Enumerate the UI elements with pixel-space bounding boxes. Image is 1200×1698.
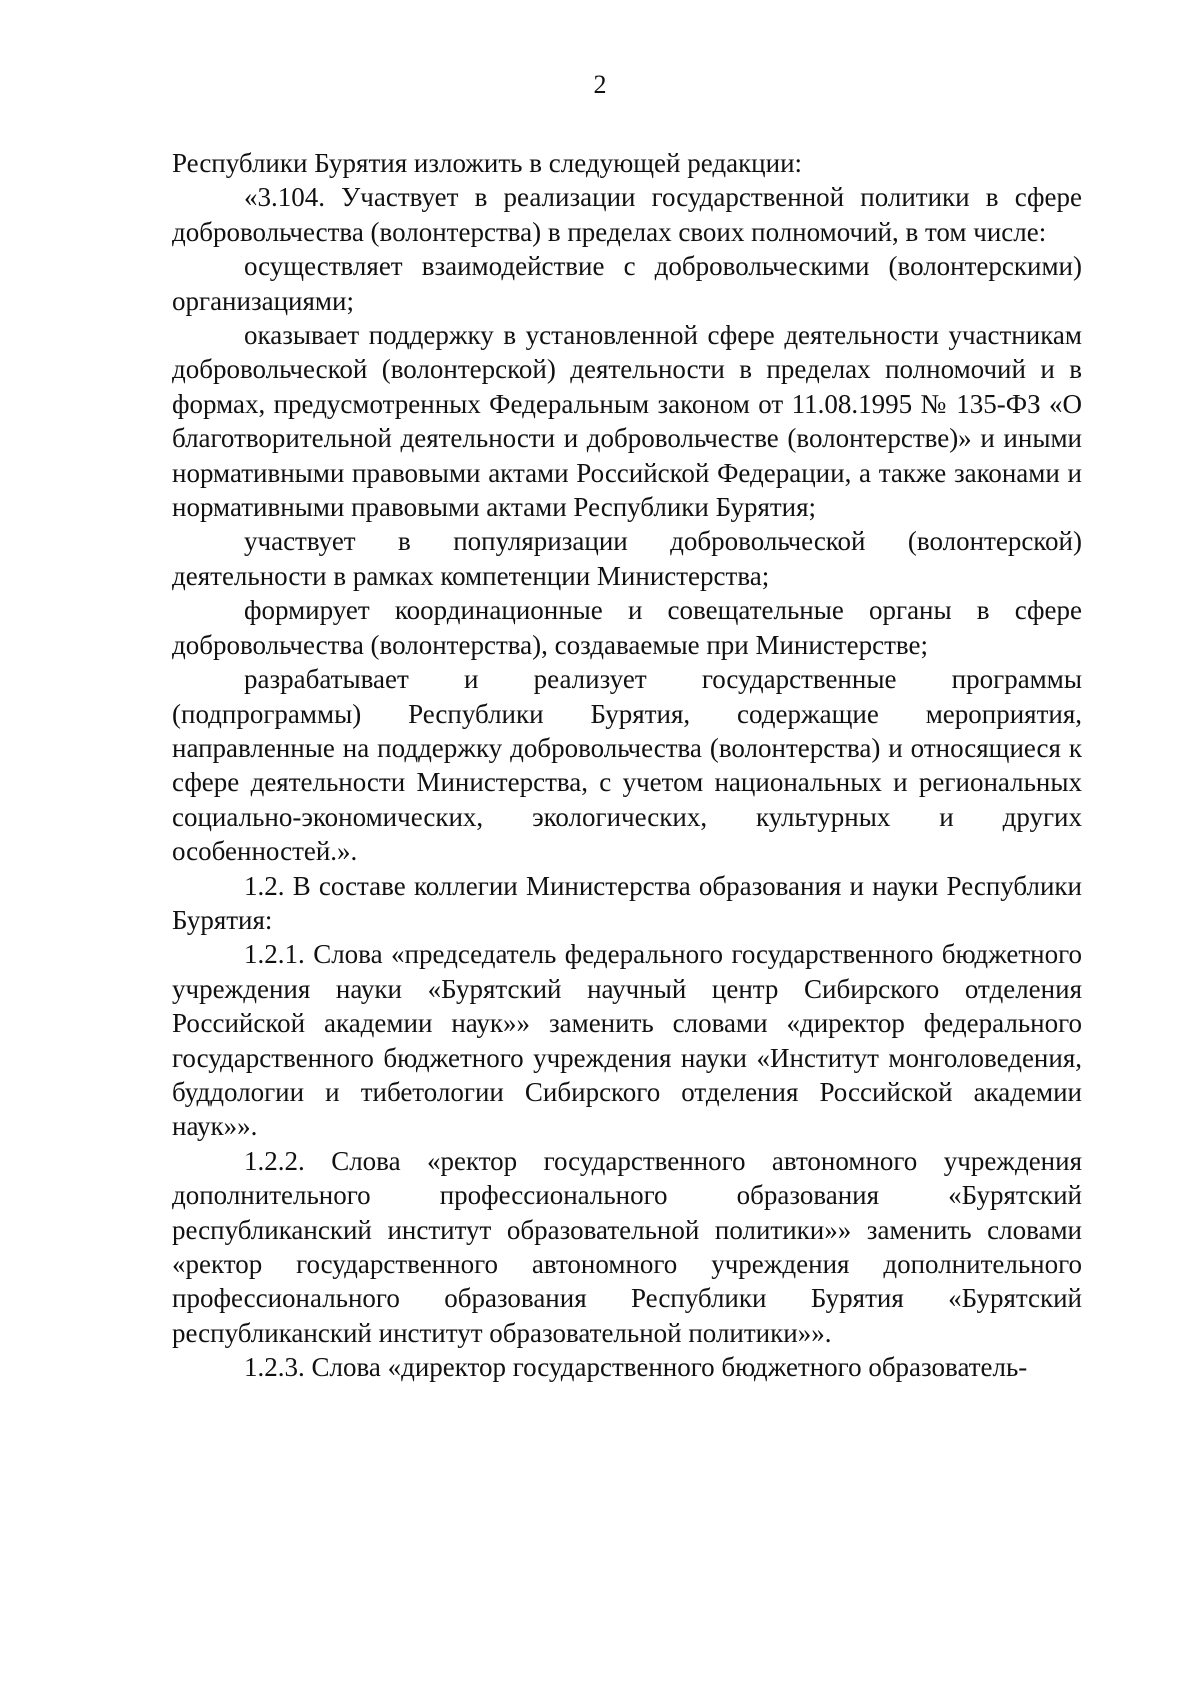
page-number: 2: [593, 70, 607, 99]
document-body: [172, 146, 1082, 1385]
paragraph: 1.2.1. Слова «председатель федерального государственного бюджетного учреждения науки «Бурятский научный центр Сибирского отделения Российской академии наук»» заменить словами «директор федерального государственного бюджетного учреждения науки «Институт монголоведения, буддологии и тибетологии Сибирского отделения Российской академии наук»».: [172, 939, 1082, 1142]
paragraph: участвует в популяризации добровольческой (волонтерской) деятельности в рамках компетенции Министерства;: [172, 526, 1082, 591]
paragraph: 1.2. В составе коллегии Министерства образования и науки Республики Бурятия:: [172, 870, 1082, 935]
paragraph: 1.2.2. Слова «ректор государственного автономного учреждения дополнительного профессионального образования «Бурятский республиканский институт образовательной политики»» заменить словами «ректор государственного автономного учреждения дополнительного профессионального образования Республики Бурятия «Бурятский республиканский институт образовательной политики»».: [172, 1145, 1082, 1348]
paragraph: формирует координационные и совещательные органы в сфере добровольчества (волонтерства), создаваемые при Министерстве;: [172, 595, 1082, 660]
paragraph: 1.2.3. Слова «директор государственного бюджетного образователь-: [244, 1352, 1028, 1383]
paragraph: осуществляет взаимодействие с добровольческими (волонтерскими) организациями;: [172, 251, 1082, 316]
paragraph: Республики Бурятия изложить в следующей редакции:: [172, 148, 803, 178]
paragraph: «3.104. Участвует в реализации государственной политики в сфере добровольчества (волонтерства) в пределах своих полномочий, в том числе:: [172, 182, 1082, 247]
paragraph: оказывает поддержку в установленной сфере деятельности участникам добровольческой (волонтерской) деятельности в пределах полномочий и в формах, предусмотренных Федеральным законом от 11.08.1995 № 135-ФЗ «О благотворительной деятельности и добровольчестве (волонтерстве)» и иными нормативными правовыми актами Российской Федерации, а также законами и нормативными правовыми актами Республики Бурятия;: [172, 320, 1082, 523]
paragraph: разрабатывает и реализует государственные программы (подпрограммы) Республики Бурятия, содержащие мероприятия, направленные на поддержку добровольчества (волонтерства) и относящиеся к сфере деятельности Министерства, с учетом национальных и региональных социально-экономических, экологических, культурных и других особенностей.».: [172, 664, 1082, 867]
